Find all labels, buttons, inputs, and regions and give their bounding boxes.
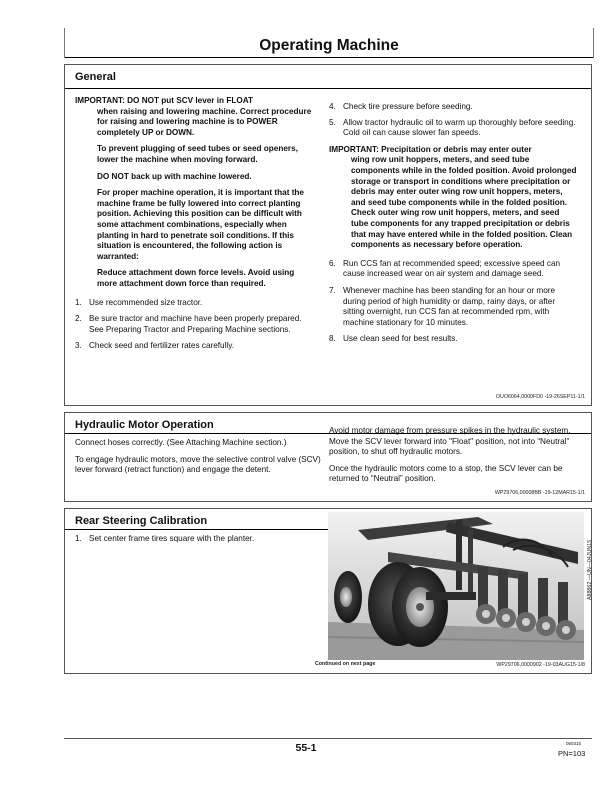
step-number: 5. [329,117,336,127]
footer-small-code: 060315 [566,741,582,746]
general-heading-rule [65,88,591,89]
important2-lead: IMPORTANT: Precipitation or debris may enter outer [329,144,532,154]
rear-steering-ref-code: WP29706,0000902 -19-03AUG15-1/8 [496,662,585,668]
planter-photo-illustration [328,512,584,660]
hydraulic-right-p1: Avoid motor damage from pressure spikes in the hydraulic system. Move the SCV lever forward into "Float" position, not into “Neutral” position, to shut off hydraulic motors. [329,426,571,457]
step-number: 1. [75,534,82,543]
important1-p3: DO NOT back up with machine lowered. [97,171,252,181]
general-heading: General [75,71,116,83]
hydraulic-section [64,412,592,502]
list-item [75,314,315,335]
list-item [329,286,577,328]
page-title: Operating Machine [259,37,399,54]
step-text: Whenever machine has been standing for an hour or more during period of high humidity or damp, rainy days, or after sitting overnight, run CCS fan at recommended rpm, with machine stationary for 10 minutes. [343,285,556,327]
hydraulic-left-p1: Connect hoses correctly. (See Attaching Machine section.) [75,438,287,447]
hydraulic-right-column [329,426,581,485]
title-rule [65,57,593,58]
general-section [64,64,592,406]
steps-left-list [75,298,315,352]
list-item [75,298,315,309]
list-item [329,118,577,139]
step-text: Allow tractor hydraulic oil to warm up thoroughly before seeding. Cold oil can cause slower fan speeds. [343,117,576,138]
general-ref-code: OUO6064,0000FD0 -19-26SEP11-1/1 [495,394,585,400]
hydraulic-ref-code: WP29706,00008BB -19-12MAR15-1/1 [494,490,585,496]
page-number: 55-1 [295,742,317,754]
list-item [329,334,577,345]
general-right-column [329,102,577,345]
hydraulic-left-p2: To engage hydraulic motors, move the selective control valve (SCV) lever forward (retract function) and engage the detent. [75,454,321,475]
step-number: 2. [75,314,82,324]
step-text: Run CCS fan at recommended speed; excessive speed can cause increased wear on air system and damage seed. [343,258,561,279]
hydraulic-right-p2: Once the hydraulic motors come to a stop, the SCV lever can be returned to “Neutral” position. [329,463,563,484]
image-code: A88862 —UN—04JUN15 [587,539,593,600]
step-number: 7. [329,285,336,295]
list-item [75,341,315,352]
hydraulic-heading: Hydraulic Motor Operation [75,419,214,431]
footer-rule [64,738,592,739]
step-text: Set center frame tires square with the planter. [89,534,255,543]
rear-steering-heading: Rear Steering Calibration [75,515,208,527]
step-number: 4. [329,102,336,111]
step-text: Be sure tractor and machine have been properly prepared. See Preparing Tractor and Preparing Machine sections. [89,314,302,334]
footer-pn: PN=103 [558,749,586,758]
step-number: 6. [329,258,336,268]
rear-steering-heading-rule [65,529,329,530]
important1-p2: To prevent plugging of seed tubes or seed openers, lower the machine when moving forward. [97,144,298,164]
list-item [75,534,329,545]
list-item [329,102,577,113]
important1-rest: when raising and lowering machine. Correct procedure for raising and lowering machine is to POWER completely UP or DOWN. [97,106,312,137]
important1-lead: IMPORTANT: DO NOT put SCV lever in FLOAT [75,96,253,105]
important1-p5: Reduce attachment down force levels. Avoid using more attachment down force than required. [97,268,295,288]
step-number: 8. [329,334,336,344]
step-number: 3. [75,341,82,351]
continued-note: Continued on next page [315,661,376,667]
step-text: Check tire pressure before seeding. [343,102,473,111]
step-text: Check seed and fertilizer rates carefully. [89,341,235,351]
general-left-column [75,96,315,352]
important1-p4: For proper machine operation, it is important that the machine frame be fully lowered into correct planting position. Achieving this position can be difficult with some attachment combinations, especially when planting in hard to penetrate soil conditions. If this situation is encountered, the following action is warranted: [97,188,304,261]
step-number: 1. [75,297,82,307]
hydraulic-left-column [75,438,321,476]
step-text: Use clean seed for best results. [343,334,458,344]
important2-rest: wing row unit hoppers, meters, and seed tube components while in the folded position. Avoid prolonged storage or transport in conditions where precipitation or debris may enter outer wing row unit hoppers, meters, and seed tube components while in the folded position. Check outer wing row unit hoppers, meters, and seed tube components for any trapped precipitation or debris that may have entered while in the folded position. Clean components as necessary before operation. [351,155,577,250]
list-item [329,259,577,280]
step-text: Use recommended size tractor. [89,297,203,307]
planter-rear-steering-photo [328,512,584,660]
title-box [64,28,594,58]
